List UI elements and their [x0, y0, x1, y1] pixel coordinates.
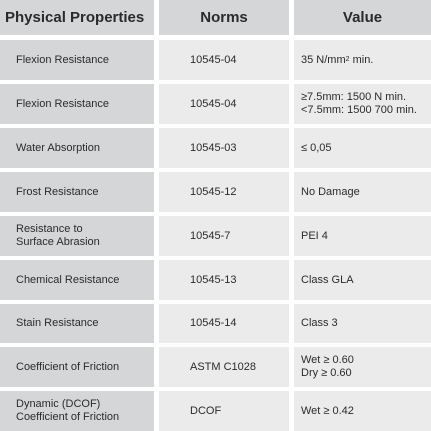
table-row — [0, 260, 431, 300]
value-cell: PEI 4 — [294, 216, 431, 256]
value-cell: ≤ 0,05 — [294, 128, 431, 168]
value-cell: 35 N/mm 2 min. — [294, 40, 431, 80]
table-row — [0, 391, 431, 431]
value-cell: Class 3 — [294, 304, 431, 343]
table-row — [0, 347, 431, 387]
table-row — [0, 216, 431, 256]
value-main: 35 N/mm — [301, 53, 346, 66]
norm-cell: 10545-03 — [159, 128, 289, 168]
property-cell: Chemical Resistance — [0, 260, 154, 300]
value-tail: min. — [349, 53, 374, 66]
property-cell: Flexion Resistance — [0, 40, 154, 80]
header-physical-properties: Physical Properties — [0, 0, 154, 35]
value-cell: Class GLA — [294, 260, 431, 300]
property-cell: Flexion Resistance — [0, 84, 154, 124]
property-cell: Water Absorption — [0, 128, 154, 168]
header-norms: Norms — [159, 0, 289, 35]
norm-cell: 10545-7 — [159, 216, 289, 256]
value-cell: No Damage — [294, 172, 431, 212]
norm-cell: ASTM C1028 — [159, 347, 289, 387]
norm-cell: 10545-14 — [159, 304, 289, 343]
header-value: Value — [294, 0, 431, 35]
table-row — [0, 304, 431, 343]
property-cell: Coefficient of Friction — [0, 347, 154, 387]
norm-cell: DCOF — [159, 391, 289, 431]
table-row — [0, 40, 431, 80]
table-row — [0, 172, 431, 212]
table-row — [0, 128, 431, 168]
value-cell: ≥7.5mm: 1500 N min. <7.5mm: 1500 700 min. — [294, 84, 431, 124]
norm-cell: 10545-13 — [159, 260, 289, 300]
property-cell: Resistance to Surface Abrasion — [0, 216, 154, 256]
property-cell: Stain Resistance — [0, 304, 154, 343]
table-header — [0, 0, 431, 35]
norm-cell: 10545-04 — [159, 84, 289, 124]
property-cell: Dynamic (DCOF) Coefficient of Friction — [0, 391, 154, 431]
property-cell: Frost Resistance — [0, 172, 154, 212]
norm-cell: 10545-12 — [159, 172, 289, 212]
value-cell: Wet ≥ 0.42 — [294, 391, 431, 431]
table-row — [0, 84, 431, 124]
value-cell: Wet ≥ 0.60 Dry ≥ 0.60 — [294, 347, 431, 387]
norm-cell: 10545-04 — [159, 40, 289, 80]
